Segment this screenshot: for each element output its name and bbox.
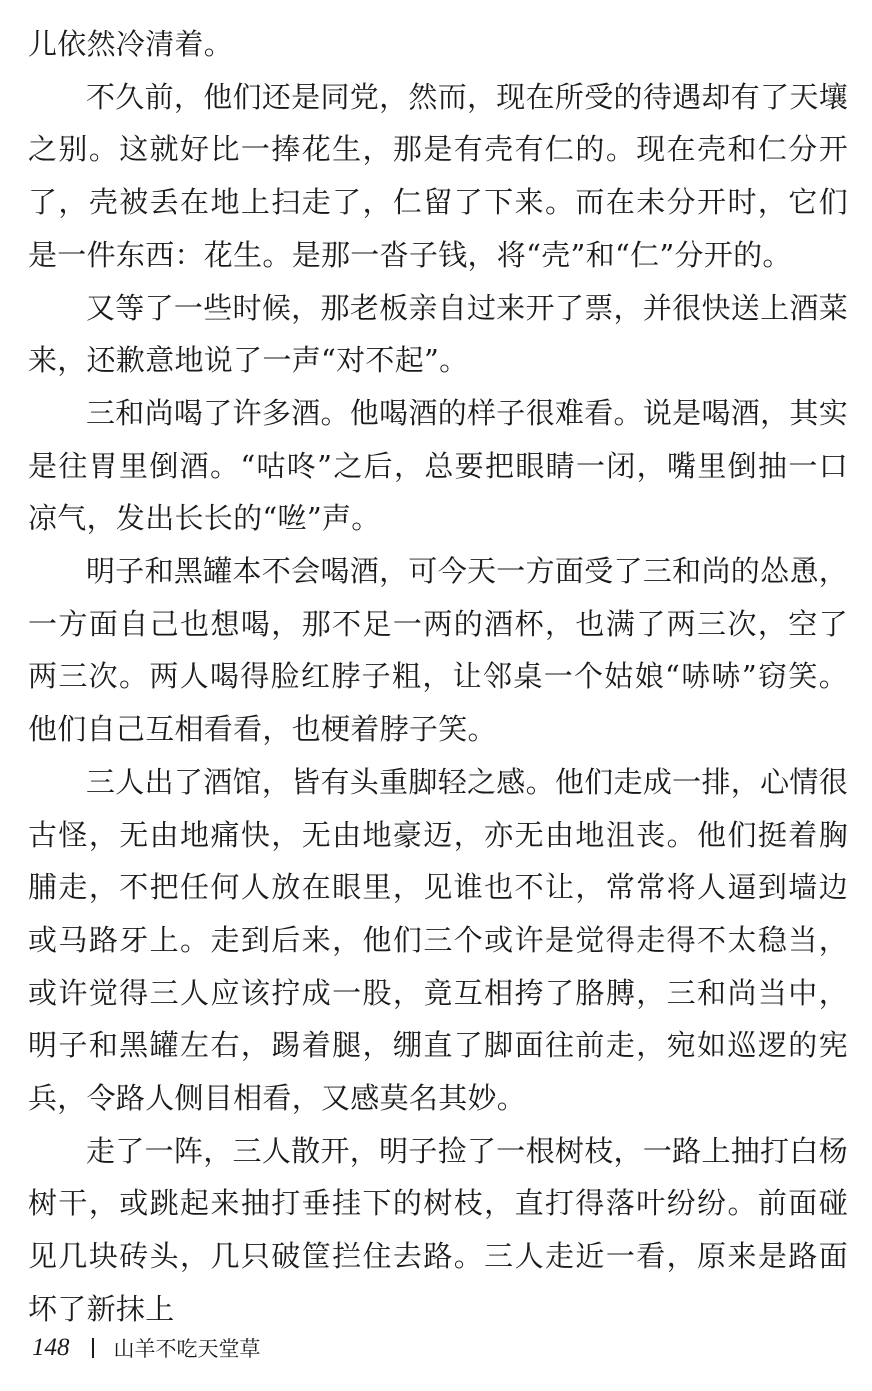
page-body <box>28 18 848 1336</box>
paragraph-mingzi-heiguan-drinking: 明子和黑罐本不会喝酒，可今天一方面受了三和尚的怂恿，一方面自己也想喝，那不足一两的酒杯，也满了两三次，空了两三次。两人喝得脸红脖子粗，让邻桌一个姑娘“哧哧”窃笑。他们自己互相看看，也梗着脖子笑。 <box>28 554 848 747</box>
paragraph-san-heshang-drinking: 三和尚喝了许多酒。他喝酒的样子很难看。说是喝酒，其实是往胃里倒酒。“咕咚”之后，总要把眼睛一闭，嘴里倒抽一口凉气，发出长长的“咝”声。 <box>28 395 848 536</box>
paragraph-leaving-tavern: 三人出了酒馆，皆有头重脚轻之感。他们走成一排，心情很古怪，无由地痛快，无由地豪迈，亦无由地沮丧。他们挺着胸脯走，不把任何人放在眼里，见谁也不让，常常将人逼到墙边或马路牙上。走到后来，他们三个或许是觉得走得不太稳当，或许觉得三人应该拧成一股，竟互相挎了胳膊，三和尚当中，明子和黑罐左右，踢着腿，绷直了脚面往前走，宛如巡逻的宪兵，令路人侧目相看，又感莫名其妙。 <box>28 764 848 1116</box>
page-number: 148 <box>32 1334 70 1361</box>
paragraph-boss-apology: 又等了一些时候，那老板亲自过来开了票，并很快送上酒菜来，还歉意地说了一声“对不起”。 <box>28 290 848 378</box>
paragraph-continuation: 儿依然冷清着。 <box>28 27 234 61</box>
page-footer <box>32 1330 261 1366</box>
paragraph-peanut-analogy: 不久前，他们还是同党，然而，现在所受的待遇却有了天壤之别。这就好比一捧花生，那是有壳有仁的。现在壳和仁分开了，壳被丢在地上扫走了，仁留了下来。而在未分开时，它们是一件东西：花生。是那一沓子钱，将“壳”和“仁”分开的。 <box>28 79 848 272</box>
paragraph-walking-on: 走了一阵，三人散开，明子捡了一根树枝，一路上抽打白杨树干，或跳起来抽打垂挂下的树枝，直打得落叶纷纷。前面碰见几块砖头，几只破筐拦住去路。三人走近一看，原来是路面坏了新抹上 <box>28 1133 848 1326</box>
book-title: 山羊不吃天堂草 <box>113 1337 261 1361</box>
footer-divider <box>92 1338 94 1358</box>
